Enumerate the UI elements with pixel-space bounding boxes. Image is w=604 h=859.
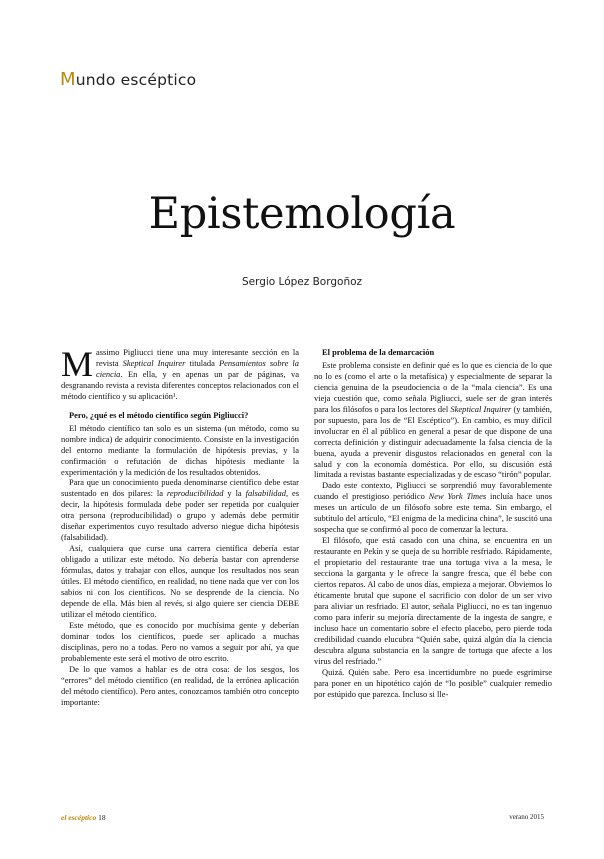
left-column — [61, 344, 300, 708]
footer-issue: verano 2015 — [509, 813, 544, 821]
section-heading-demarcation: El problema de la demarcación — [322, 347, 435, 357]
drop-cap: M — [61, 344, 94, 384]
article-title: Epistemología — [148, 189, 456, 239]
section-header-initial: M — [60, 69, 76, 90]
body-paragraph: Así, cualquiera que curse una carrera científica debería estar obligado a utilizar este método. No debería bastar con aprenderse fórmulas, datos y trabajar con ellos, aunque los resultados nos sean útiles. El método científico, en realidad, no tiene nada que ver con los sabios ni con los científicos. No se desprende de la ciencia. No depende de ella. Más bien al revés, si algo quiere ser ciencia DEBE utilizar el método científico. — [61, 543, 299, 619]
intro-paragraph: Massimo Pigliucci tiene una muy interesante sección en la revista Skeptical Inquirer titulada Pensamientos sobre la ciencia. En ella, y en apenas un par de páginas, va desgranando revista a revista diferentes conceptos relacionados con el método científico y su aplicación¹. — [61, 344, 299, 401]
body-paragraph: Este problema consiste en definir qué es lo que es ciencia de lo que no lo es (como el arte o la metafísica) y especialmente de separar la ciencia genuina de la pseudociencia o de la “mala ciencia”. Es una vieja cuestión que, como señala Pigliucci, suele ser de gran interés para los filósofos o para los lectores del Skeptical Inquirer (y también, por supuesto, para los de “El Escéptico”). En cambio, es muy difícil involucrar en él al público en general a pesar de que dispone de una correcta definición y distinguir adecuadamente la falsa ciencia de la buena, ayuda a prevenir disgustos relacionados en general con la salud y con la economía doméstica. Por ello, su discusión está limitada a revistas bastante especializadas y de escaso “tirón” popular. — [314, 359, 552, 480]
section-header — [60, 69, 196, 90]
section-header-rest: undo escéptico — [75, 71, 197, 89]
body-paragraph: Dado este contexto, Pigliucci se sorprendió muy favorablemente cuando el prestigioso periódico New York Times incluía hace unos meses un artículo de un filósofo sobre este tema. Sin embargo, el subtítulo del artículo, “El enigma de la medicina china”, le suscitó una sospecha que se confirmó al poco de comenzar la lectura. — [314, 480, 552, 535]
footer-magazine-name: el escéptico — [61, 813, 97, 822]
article-author: Sergio López Borgoñoz — [241, 276, 363, 288]
footer-left — [61, 813, 106, 822]
body-paragraph: Para que un conocimiento pueda denominarse científico debe estar sustentado en dos pilares: la reproducibilidad y la falsabilidad, es decir, la hipótesis formulada debe poder ser repetida por cualquier otra persona (reproducibilidad) o grupo y además debe permitir diseñar experimentos cuyo resultado adverso niegue dicha hipótesis (falsabilidad). — [61, 477, 300, 543]
body-paragraph: El método científico tan solo es un sistema (un método, como su nombre indica) de adquirir conocimiento. Consiste en la investigación del entorno mediante la formulación de hipótesis previas, y la confirmación o refutación de dichas hipótesis mediante la experimentación y la medición de los resultados obtenidos. — [61, 422, 299, 477]
body-paragraph: Este método, que es conocido por muchísima gente y deberían dominar todos los científicos, puede ser aplicado a muchas disciplinas, pero no a todas. Pero no vamos a seguir por ahí, ya que probablemente este será el motivo de otro escrito. — [61, 619, 299, 663]
right-column — [314, 347, 552, 700]
page-number: 18 — [98, 813, 106, 822]
body-paragraph: Quizá. Quién sabe. Pero esa incertidumbre no puede esgrimirse para poner en un hipotético cajón de “lo posible” cualquier remedio por estúpido que parezca. Incluso si lle- — [314, 666, 552, 699]
body-paragraph: El filósofo, que está casado con una china, se encuentra en un restaurante en Pekín y se queja de su horrible resfriado. Rápidamente, el propietario del restaurante trae una tortuga viva a la mesa, le secciona la garganta y le ofrece la sangre fresca, que él bebe con ciertos reparos. Al cabo de unos días, empieza a mejorar. Obviemos lo éticamente brutal que supone el sacrificio con dolor de un ser vivo para aliviar un resfriado. El autor, señala Pigliucci, no es tan ingenuo como para inferir su mejoría directamente de la ingesta de sangre, e incluso hace un comentario sobre el efecto placebo, pero pierde toda credibilidad cuando elucubra “Quién sabe, quizá algún día la ciencia descubra alguna substancia en la sangre de tortuga que afecte a los virus del resfriado.” — [314, 535, 552, 666]
section-heading-method: Pero, ¿qué es el método científico según Pigliucci? — [69, 409, 249, 420]
body-paragraph: De lo que vamos a hablar es de otra cosa: de los sesgos, los “errores” del método científico (en realidad, de la errónea aplicación del método científico). Pero antes, conozcamos también otro concepto importante: — [61, 663, 299, 707]
